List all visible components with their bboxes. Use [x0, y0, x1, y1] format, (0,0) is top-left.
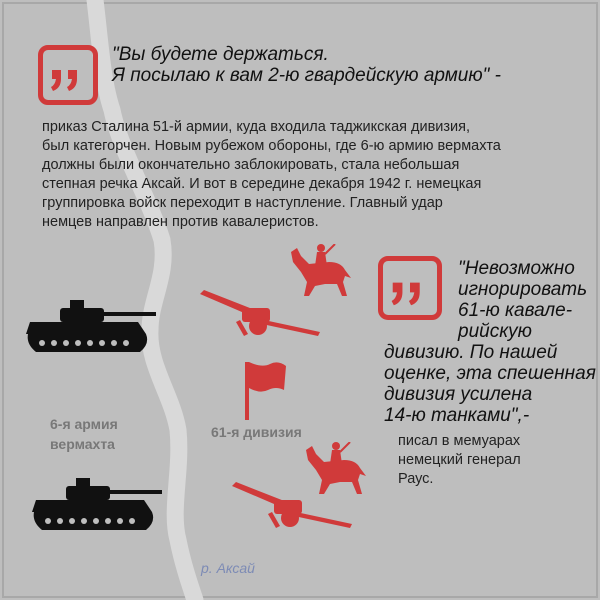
artillery-icon	[230, 482, 354, 528]
quote-stalin-line-1: "Вы будете держаться.	[112, 44, 329, 65]
quote-raus-line-3: 61-ю кавале-	[458, 300, 573, 321]
quote-raus-line-8: 14-ю танками",-	[384, 405, 530, 426]
wehrmacht-label-line-2: вермахта	[50, 436, 115, 452]
wehrmacht-label-line-1: 6-я армия	[50, 416, 118, 432]
body-line-5: группировка войск переходит в наступление. Главный удар	[42, 195, 443, 211]
quote-raus-line-7: дивизия усилена	[384, 384, 533, 405]
quote-icon	[38, 45, 98, 105]
body-line-6: немцев направлен против кавалеристов.	[42, 214, 319, 230]
quote-raus	[382, 258, 596, 426]
attribution-line-2: немецкий генерал	[398, 452, 521, 468]
attribution-line-1: писал в мемуарах	[398, 433, 521, 449]
tank-icon	[32, 474, 162, 536]
attribution	[398, 432, 521, 489]
body-line-3: должны были окончательно заблокировать, стала небольшая	[42, 157, 460, 173]
flag-icon	[242, 360, 292, 422]
body-line-1: приказ Сталина 51-й армии, куда входила таджикская дивизия,	[42, 119, 471, 135]
quote-raus-line-2: игнорировать	[458, 279, 588, 300]
quote-raus-line-6: оценке, эта спешенная	[384, 363, 596, 384]
division-label-text: 61-я дивизия	[211, 424, 302, 440]
quote-stalin-line-2: Я посылаю к вам 2-ю гвардейскую армию" -	[112, 65, 501, 86]
river-label: р. Аксай	[201, 560, 255, 576]
body-paragraph	[42, 118, 562, 232]
artillery-icon	[198, 290, 322, 336]
attribution-line-3: Раус.	[398, 471, 434, 487]
body-line-4: степная речка Аксай. И вот в середине декабря 1942 г. немецкая	[42, 176, 482, 192]
body-line-2: был категорчен. Новым рубежом обороны, где 6-ю армию вермахта	[42, 138, 501, 154]
quote-raus-line-4: рийскую	[458, 321, 532, 342]
quote-raus-line-5: дивизию. По нашей	[384, 342, 558, 363]
wehrmacht-label	[50, 414, 118, 454]
quote-stalin	[112, 44, 501, 86]
division-label	[211, 422, 302, 442]
tank-icon	[26, 296, 156, 358]
quote-raus-line-1: "Невозможно	[458, 258, 575, 279]
